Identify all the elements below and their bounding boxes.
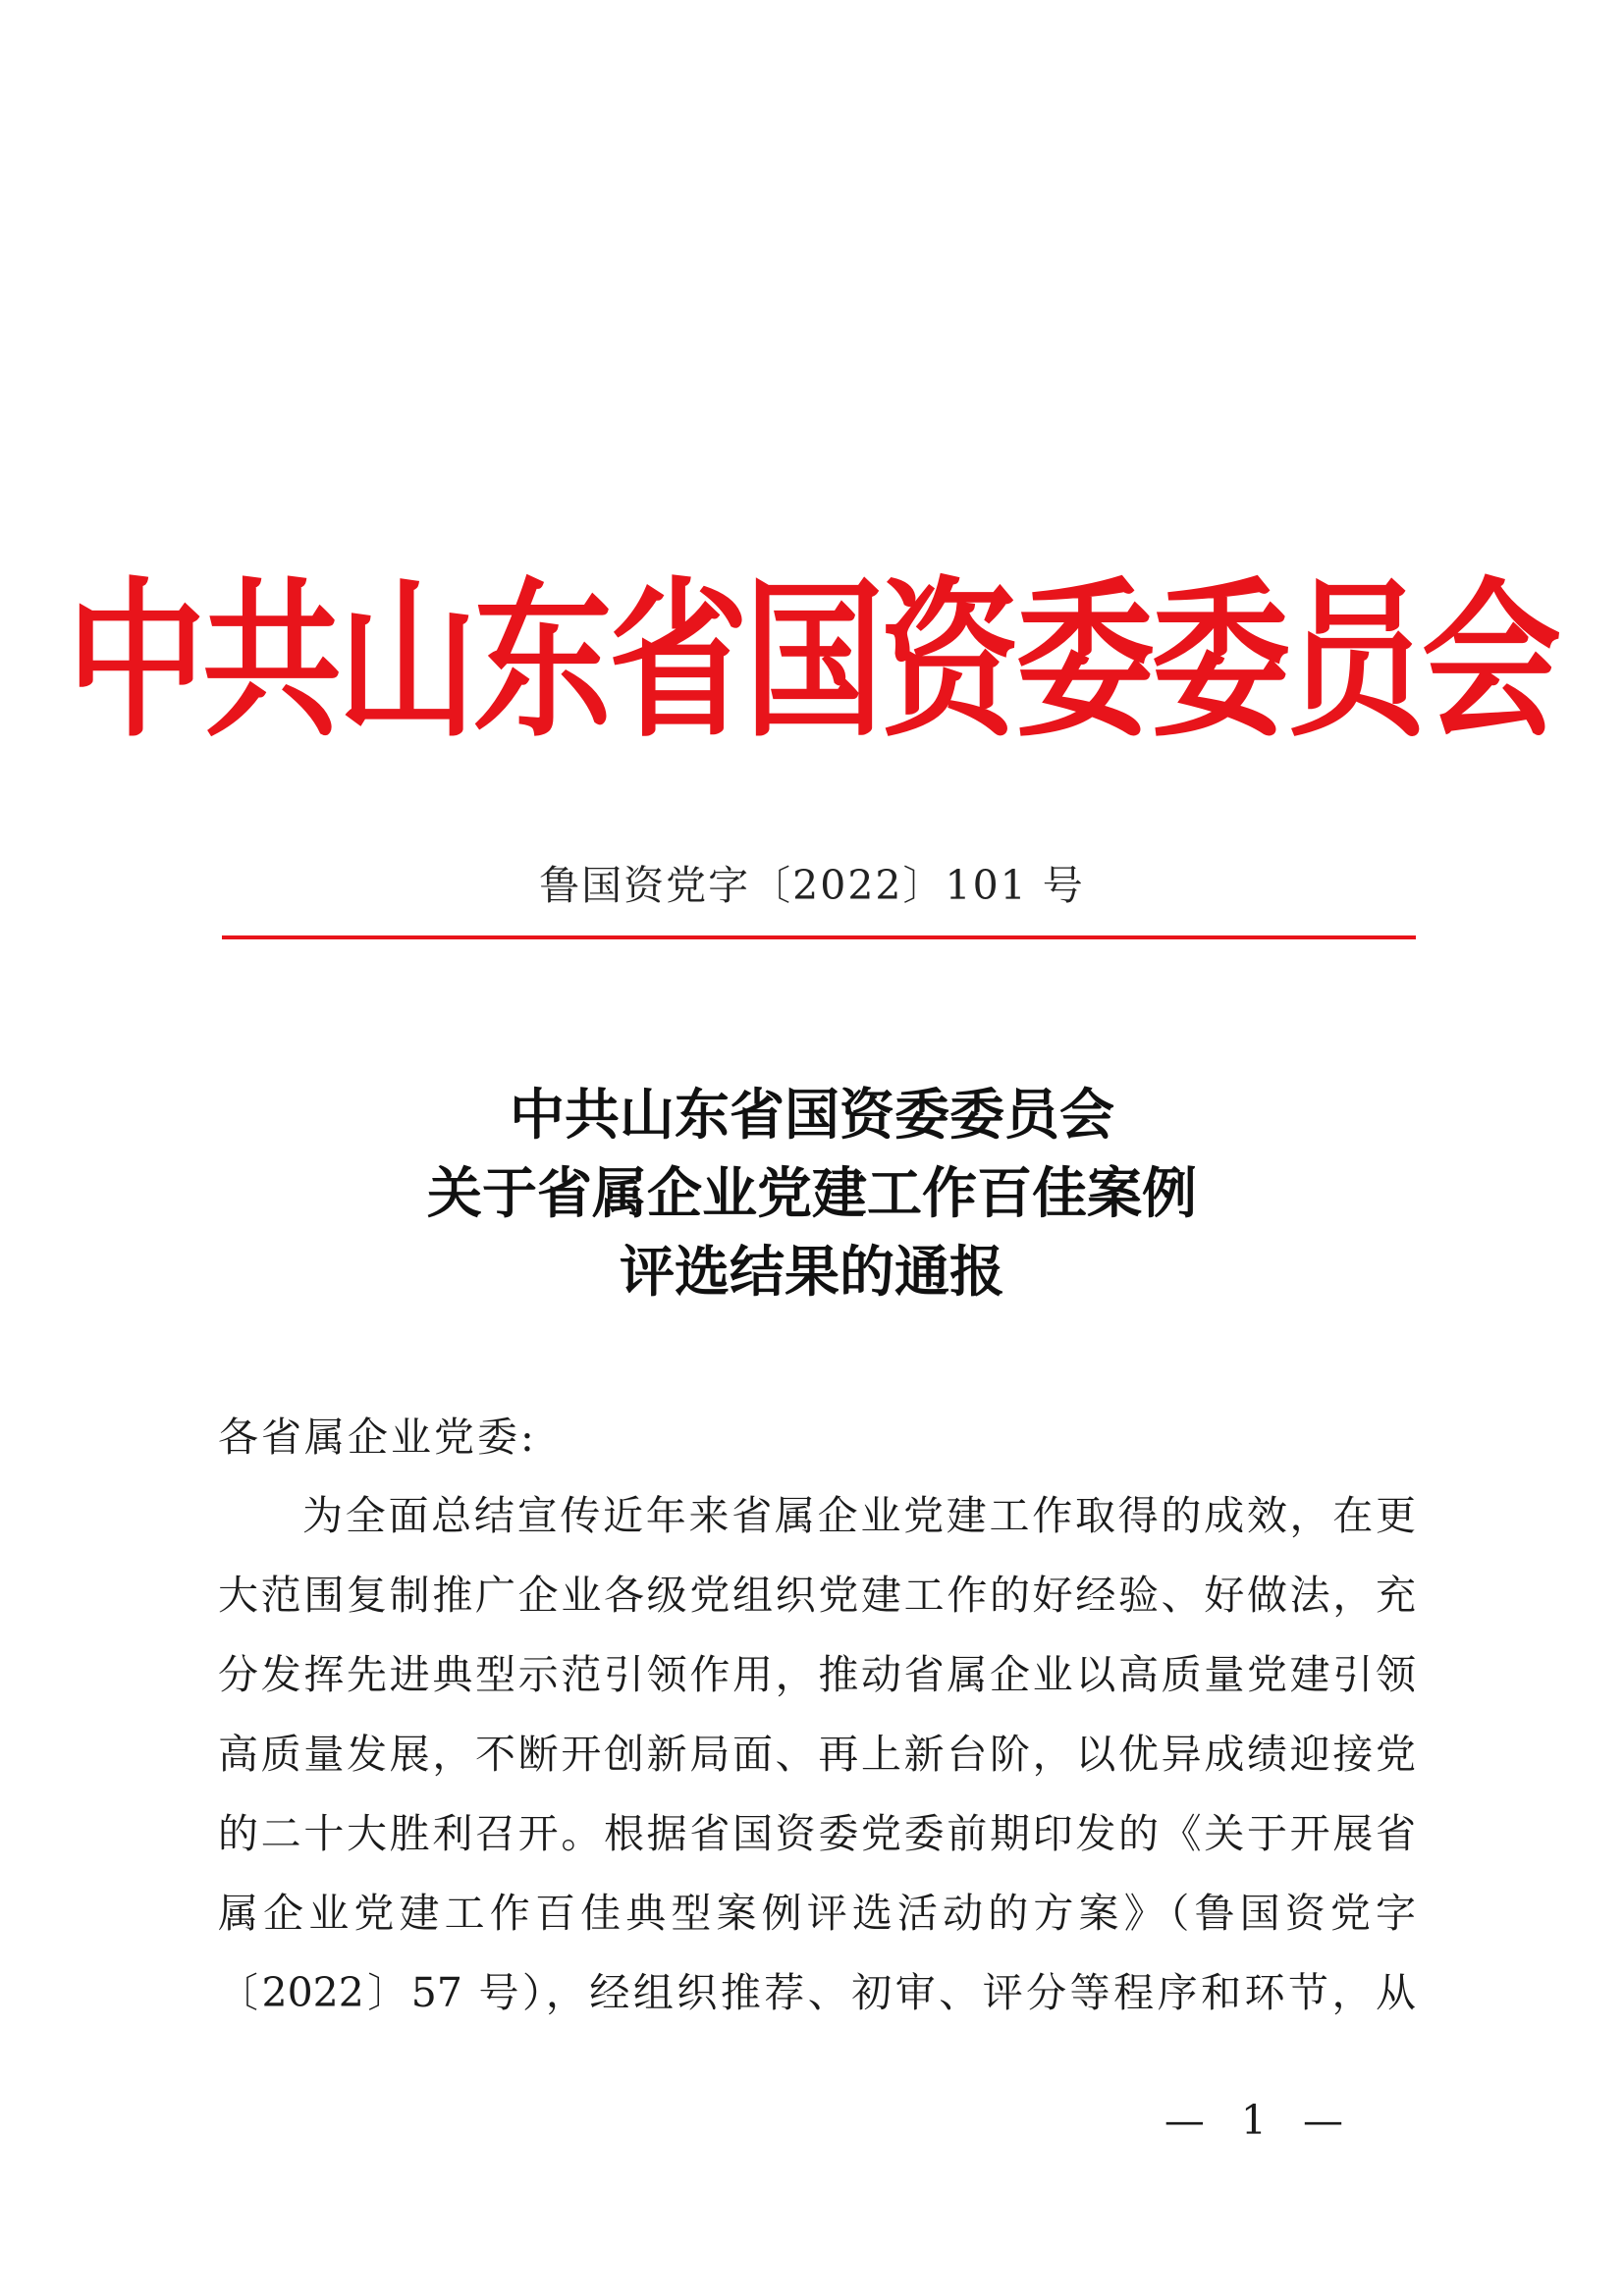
red-divider-line <box>222 935 1416 939</box>
body-line: 高质量发展，不断开创新局面、再上新台阶，以优异成绩迎接党 <box>218 1731 1416 1778</box>
title-line-3: 评选结果的通报 <box>620 1240 1004 1305</box>
document-title <box>0 1076 1624 1311</box>
body-line: 大范围复制推广企业各级党组织党建工作的好经验、好做法，充 <box>218 1572 1416 1619</box>
body-line: 分发挥先进典型示范引领作用，推动省属企业以高质量党建引领 <box>218 1651 1416 1698</box>
body-line: 属企业党建工作百佳典型案例评选活动的方案》（鲁国资党字 <box>218 1890 1416 1937</box>
salutation: 各省属企业党委: <box>218 1414 537 1461</box>
body-paragraph <box>218 1486 1416 2043</box>
title-line-2: 关于省属企业党建工作百佳案例 <box>427 1161 1197 1226</box>
masthead-title: 中共山东省国资委委员会 <box>67 562 1557 761</box>
title-line-1: 中共山东省国资委委员会 <box>510 1083 1114 1148</box>
body-line: 〔2022〕57 号），经组织推荐、初审、评分等程序和环节，从 <box>218 1969 1416 2016</box>
page-number: — 1 — <box>1164 2097 1355 2144</box>
body-line: 为全面总结宣传近年来省属企业党建工作取得的成效，在更 <box>302 1492 1416 1539</box>
body-line: 的二十大胜利召开。根据省国资委党委前期印发的《关于开展省 <box>218 1810 1416 1857</box>
document-number: 鲁国资党字〔2022〕101 号 <box>539 862 1085 909</box>
